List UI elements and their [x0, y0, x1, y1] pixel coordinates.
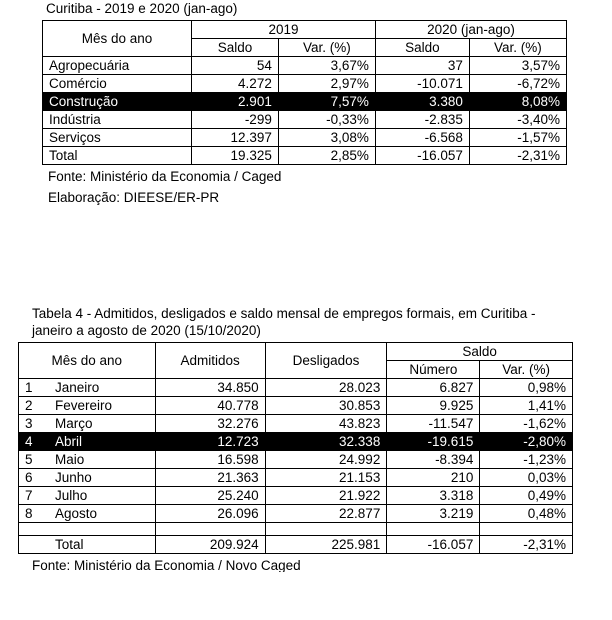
- table4-cell-index: 2: [19, 397, 50, 415]
- table3-cell-label: Agropecuária: [43, 57, 192, 75]
- table-row: [19, 415, 573, 433]
- table-row: [19, 487, 573, 505]
- table4-cell-index: 4: [19, 433, 50, 451]
- table3: [42, 20, 567, 165]
- table3-cell-saldo2020: -6.568: [375, 129, 469, 147]
- table4-header-row-1: [19, 343, 573, 361]
- table-row-highlighted: [43, 93, 567, 111]
- table4-cell-numero: 210: [387, 469, 480, 487]
- table-row: [43, 129, 567, 147]
- table3-caption: [42, 0, 567, 17]
- table-row: [19, 397, 573, 415]
- table4-caption-line1: Tabela 4 - Admitidos, desligados e saldo mensal de empregos formais, em: [32, 306, 477, 321]
- table4: [18, 342, 573, 554]
- table4-cell-admitidos: 12.723: [155, 433, 265, 451]
- table4-total-label: Total: [49, 536, 155, 554]
- table3-cell-var2020: -1,57%: [469, 129, 566, 147]
- table-row: [19, 505, 573, 523]
- table3-cell-var2019: 3,67%: [278, 57, 375, 75]
- table4-cell-numero: -11.547: [387, 415, 480, 433]
- table4-cell-month: Abril: [49, 433, 155, 451]
- table3-cell-var2019: 3,08%: [278, 129, 375, 147]
- table4-cell-desligados: 30.853: [265, 397, 387, 415]
- table3-header-year-2020: 2020 (jan-ago): [375, 21, 566, 39]
- table4-total-numero: -16.057: [387, 536, 480, 554]
- table3-cell-saldo2020: -16.057: [375, 147, 469, 165]
- table-row-total: [19, 536, 573, 554]
- table4-spacer-cell: [265, 523, 387, 536]
- table4-cell-var: 0,98%: [480, 379, 573, 397]
- table3-cell-saldo2019: 2.901: [192, 93, 279, 111]
- table3-cell-var2019: -0,33%: [278, 111, 375, 129]
- table-row: [43, 57, 567, 75]
- table4-cell-month: Julho: [49, 487, 155, 505]
- table4-header-var: Var. (%): [480, 361, 573, 379]
- table4-cell-numero: -19.615: [387, 433, 480, 451]
- table4-cell-index: 5: [19, 451, 50, 469]
- table3-cell-var2019: 2,97%: [278, 75, 375, 93]
- table4-cell-var: -1,23%: [480, 451, 573, 469]
- table3-cell-var2019: 7,57%: [278, 93, 375, 111]
- table3-cell-saldo2019: 4.272: [192, 75, 279, 93]
- table4-cell-var: -2,80%: [480, 433, 573, 451]
- table4-cell-desligados: 32.338: [265, 433, 387, 451]
- table4-cell-month: Janeiro: [49, 379, 155, 397]
- table4-header-numero: Número: [387, 361, 480, 379]
- table3-cell-var2020: -6,72%: [469, 75, 566, 93]
- table4-cell-desligados: 21.153: [265, 469, 387, 487]
- table4-cell-desligados: 22.877: [265, 505, 387, 523]
- table4-cell-admitidos: 16.598: [155, 451, 265, 469]
- table3-cell-saldo2020: 3.380: [375, 93, 469, 111]
- table4-total-desligados: 225.981: [265, 536, 387, 554]
- table3-body: [43, 57, 567, 165]
- table3-header-var-2019: Var. (%): [278, 39, 375, 57]
- table4-cell-var: 0,48%: [480, 505, 573, 523]
- table4-cell-admitidos: 32.276: [155, 415, 265, 433]
- table4-cell-month: Maio: [49, 451, 155, 469]
- table4-spacer-cell: [155, 523, 265, 536]
- table4-cell-month: Agosto: [49, 505, 155, 523]
- table3-header-mes: Mês do ano: [43, 21, 192, 57]
- table4-cell-var: 0,03%: [480, 469, 573, 487]
- table-row: [19, 379, 573, 397]
- table4-cell-index: 8: [19, 505, 50, 523]
- table4-spacer-cell: [387, 523, 480, 536]
- table4-cell-var: -1,62%: [480, 415, 573, 433]
- table4-cell-var: 1,41%: [480, 397, 573, 415]
- table4-spacer-row: [19, 523, 573, 536]
- table3-cell-label: Comércio: [43, 75, 192, 93]
- table4-cell-desligados: 28.023: [265, 379, 387, 397]
- table3-header-saldo-2020: Saldo: [375, 39, 469, 57]
- table4-cell-numero: 3.219: [387, 505, 480, 523]
- table4-cell-index: 7: [19, 487, 50, 505]
- table4-cell-desligados: 21.922: [265, 487, 387, 505]
- table3-cell-var2020: 3,57%: [469, 57, 566, 75]
- table4-cell-numero: -8.394: [387, 451, 480, 469]
- table3-elaboration: Elaboração: DIEESE/ER-PR: [48, 190, 220, 205]
- table3-cell-label: Indústria: [43, 111, 192, 129]
- table4-header-desligados: Desligados: [265, 343, 387, 379]
- table3-cell-label: Total: [43, 147, 192, 165]
- table3-header-row-1: [43, 21, 567, 39]
- table4-cell-index: 6: [19, 469, 50, 487]
- table4-caption-line2: Curitiba - janeiro a agosto de 2020 (15/10/2020): [32, 306, 536, 338]
- table3-block: [42, 0, 567, 207]
- table-row: [19, 469, 573, 487]
- table4-body: [19, 379, 573, 554]
- table4-spacer-cell: [480, 523, 573, 536]
- table4-cell-numero: 9.925: [387, 397, 480, 415]
- table3-head: [43, 21, 567, 57]
- table4-header-saldo: Saldo: [387, 343, 573, 361]
- table4-source: Fonte: Ministério da Economia / Novo Caged: [32, 558, 301, 572]
- table3-source: Fonte: Ministério da Economia / Caged: [48, 169, 282, 184]
- table3-cell-var2020: -3,40%: [469, 111, 566, 129]
- table4-head: [19, 343, 573, 379]
- table4-header-admitidos: Admitidos: [155, 343, 265, 379]
- table3-cell-saldo2019: 12.397: [192, 129, 279, 147]
- table4-cell-numero: 3.318: [387, 487, 480, 505]
- table4-cell-numero: 6.827: [387, 379, 480, 397]
- table4-block: [18, 305, 573, 572]
- table4-total-index: [19, 536, 50, 554]
- table4-cell-index: 3: [19, 415, 50, 433]
- table3-cell-saldo2020: -2.835: [375, 111, 469, 129]
- table3-cell-saldo2019: 54: [192, 57, 279, 75]
- table3-cell-saldo2019: -299: [192, 111, 279, 129]
- table4-total-admitidos: 209.924: [155, 536, 265, 554]
- table4-cell-admitidos: 34.850: [155, 379, 265, 397]
- table4-cell-admitidos: 40.778: [155, 397, 265, 415]
- table-row-highlighted: [19, 433, 573, 451]
- table4-spacer-cell: [49, 523, 155, 536]
- table4-cell-month: Junho: [49, 469, 155, 487]
- table3-cell-var2020: -2,31%: [469, 147, 566, 165]
- table4-cell-desligados: 24.992: [265, 451, 387, 469]
- table3-cell-saldo2020: -10.071: [375, 75, 469, 93]
- table3-cell-label: Serviços: [43, 129, 192, 147]
- table-row-total: [43, 147, 567, 165]
- table4-cell-index: 1: [19, 379, 50, 397]
- table4-cell-var: 0,49%: [480, 487, 573, 505]
- table3-cell-label: Construção: [43, 93, 192, 111]
- table4-cell-admitidos: 21.363: [155, 469, 265, 487]
- table4-cell-month: Fevereiro: [49, 397, 155, 415]
- table3-cell-var2020: 8,08%: [469, 93, 566, 111]
- table4-spacer-cell: [19, 523, 50, 536]
- table3-header-year-2019: 2019: [192, 21, 376, 39]
- table3-cell-var2019: 2,85%: [278, 147, 375, 165]
- table4-header-mes: Mês do ano: [19, 343, 156, 379]
- table4-cell-month: Março: [49, 415, 155, 433]
- table4-cell-admitidos: 25.240: [155, 487, 265, 505]
- table4-total-var: -2,31%: [480, 536, 573, 554]
- table3-header-saldo-2019: Saldo: [192, 39, 279, 57]
- table4-cell-desligados: 43.823: [265, 415, 387, 433]
- table3-caption-line1: Curitiba - 2019 e 2020 (jan-ago): [46, 1, 238, 16]
- table4-cell-admitidos: 26.096: [155, 505, 265, 523]
- table4-caption: [18, 305, 573, 339]
- table3-cell-saldo2020: 37: [375, 57, 469, 75]
- table-row: [43, 75, 567, 93]
- table-row: [43, 111, 567, 129]
- table-row: [19, 451, 573, 469]
- table3-cell-saldo2019: 19.325: [192, 147, 279, 165]
- table3-header-var-2020: Var. (%): [469, 39, 566, 57]
